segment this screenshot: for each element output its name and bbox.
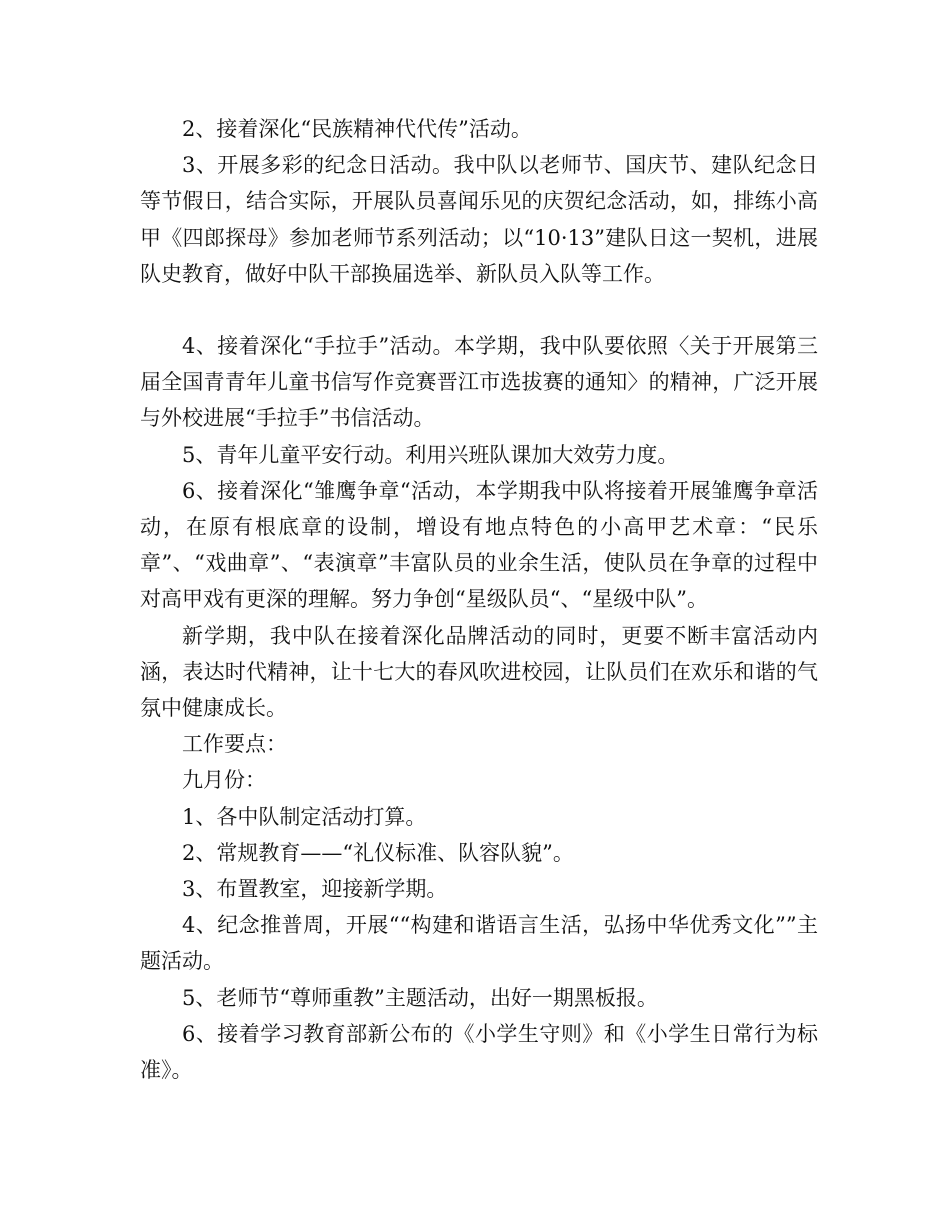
paragraph-1: 2、接着深化“民族精神代代传”活动。 (182, 117, 532, 141)
paragraph-6: 新学期，我中队在接着深化品牌活动的同时，更要不断丰富活动内涵，表达时代精神，让十七大的春风吹进校园，让队员们在欢乐和谐的气氛中健康成长。 (140, 623, 818, 721)
list-item: 6、接着学习教育部新公布的《小学生守则》和《小学生日常行为标准》。 (140, 1021, 818, 1083)
list-item: 4、纪念推普周，开展““构建和谐语言生活，弘扬中华优秀文化””主题活动。 (140, 913, 818, 974)
paragraph-3: 4、接着深化“手拉手”活动。本学期，我中队要依照〈关于开展第三届全国青青年儿童书信写作竞赛晋江市选拔赛的通知〉的精神，广泛开展与外校进展“手拉手”书信活动。 (140, 334, 818, 431)
paragraph-2: 3、开展多彩的纪念日活动。我中队以老师节、国庆节、建队纪念日等节假日，结合实际，开展队员喜闻乐见的庆贺纪念活动，如，排练小高甲《四郎探母》参加老师节系列活动；以“10·13”建队日这一契机，进展队史教育，做好中队干部换届选举、新队员入队等工作。 (140, 153, 818, 286)
paragraph-5: 6、接着深化“雏鹰争章“活动，本学期我中队将接着开展雏鹰争章活动，在原有根底章的设制，增设有地点特色的小高甲艺术章：“民乐章”、“戏曲章”、“表演章”丰富队员的业余生活，使队员在争章的过程中对高甲戏有更深的理解。努力争创“星级队员“、“星级中队”。 (140, 478, 818, 612)
document-body (140, 111, 818, 1088)
section-heading-work-points: 工作要点： (182, 732, 287, 757)
list-item: 3、布置教室，迎接新学期。 (182, 877, 448, 902)
list-item: 5、老师节“尊师重教”主题活动，出好一期黑板报。 (182, 985, 658, 1010)
list-item: 1、各中队制定活动打算。 (182, 804, 427, 829)
section-heading-september: 九月份： (182, 768, 266, 793)
list-item: 2、常规教育——“礼仪标准、队容队貌”。 (182, 840, 574, 865)
paragraph-4: 5、青年儿童平安行动。利用兴班队课加大效劳力度。 (182, 442, 679, 467)
